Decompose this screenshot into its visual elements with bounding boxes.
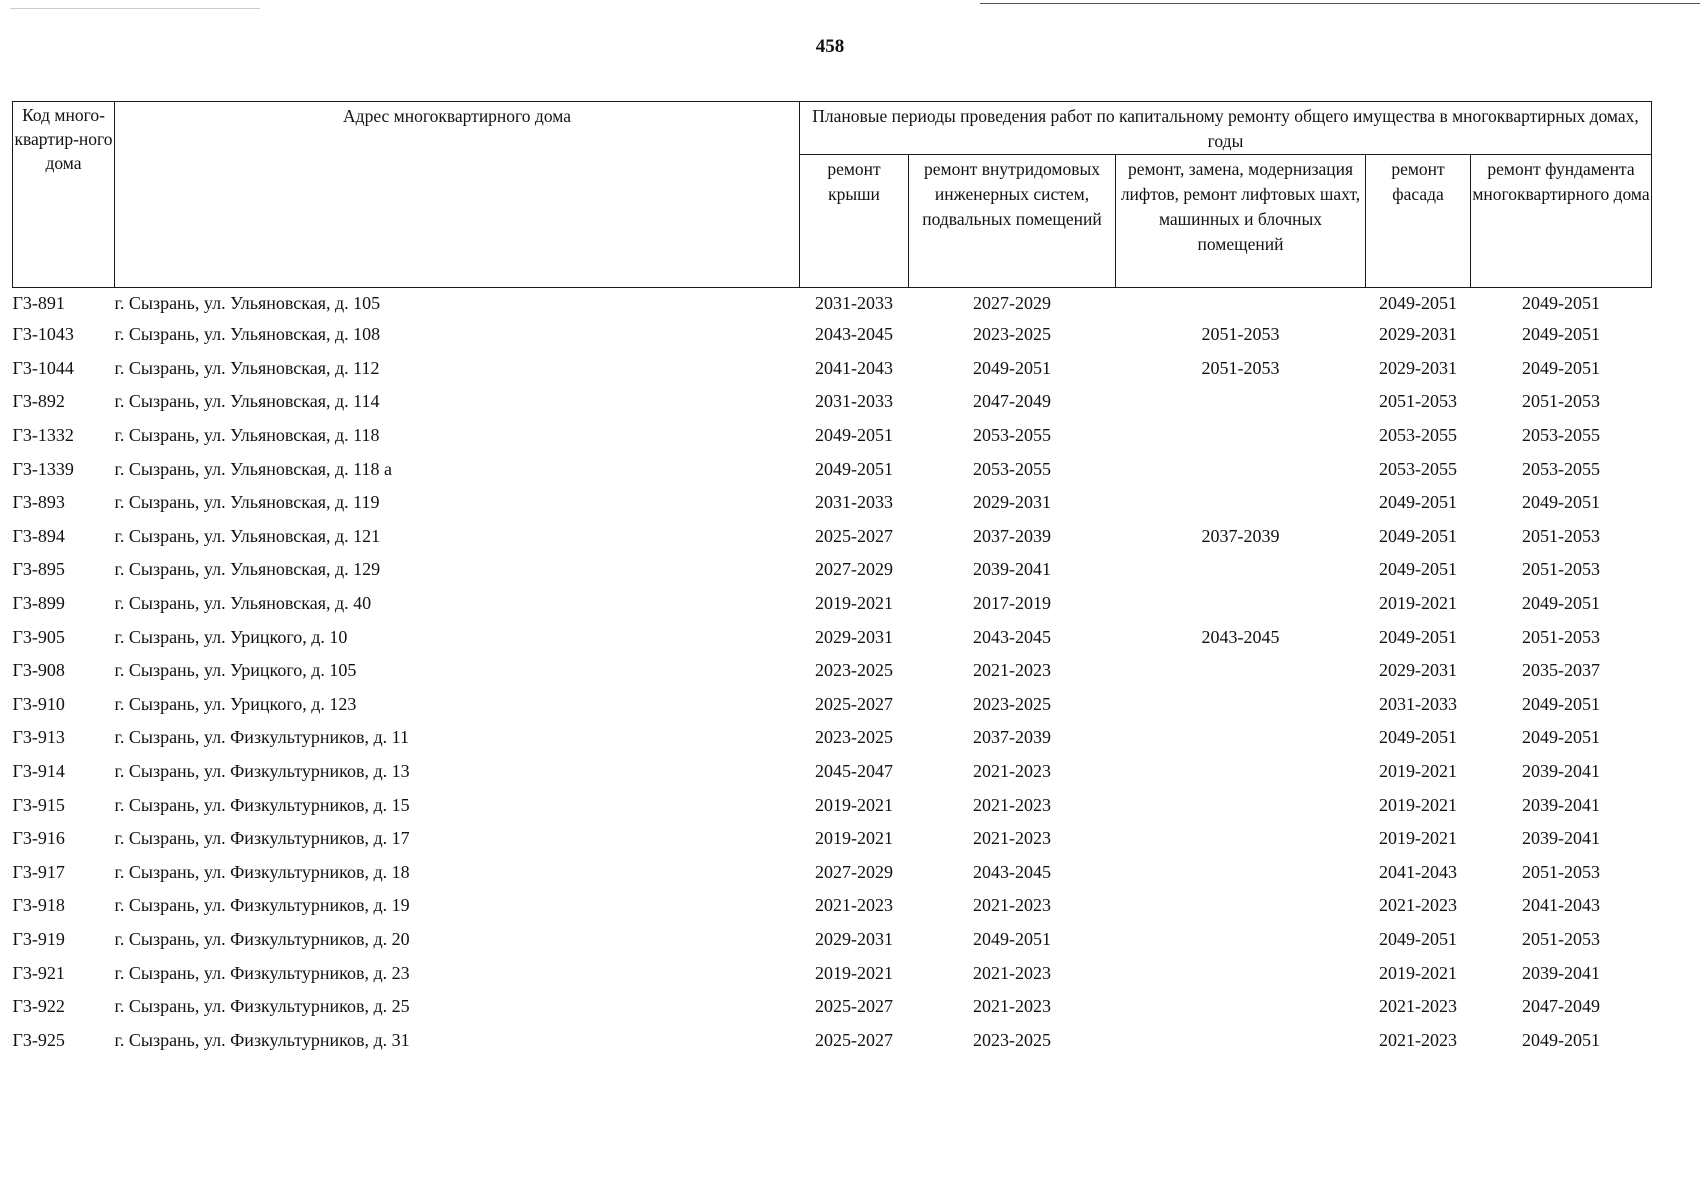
table-body bbox=[13, 288, 1652, 1058]
cell-foundation: 2049-2051 bbox=[1522, 492, 1600, 513]
cell-lifts bbox=[1116, 856, 1366, 890]
header-roof: ремонт крыши bbox=[800, 155, 909, 288]
cell-engineering: 2021-2023 bbox=[973, 895, 1051, 916]
cell-code: Г3-917 bbox=[12, 861, 65, 882]
cell-address: г. Сызрань, ул. Урицкого, д. 123 bbox=[114, 693, 357, 714]
table-row bbox=[13, 452, 1652, 486]
cell-foundation: 2035-2037 bbox=[1522, 660, 1600, 681]
table-row bbox=[13, 352, 1652, 386]
cell-lifts bbox=[1116, 486, 1366, 520]
table-row bbox=[13, 822, 1652, 856]
cell-lifts: 2051-2053 bbox=[1201, 324, 1280, 345]
cell-foundation: 2051-2053 bbox=[1522, 391, 1600, 412]
cell-lifts bbox=[1116, 990, 1366, 1024]
cell-facade: 2049-2051 bbox=[1379, 727, 1457, 748]
scan-artifact-line bbox=[10, 8, 260, 9]
cell-lifts bbox=[1116, 688, 1366, 722]
cell-engineering: 2037-2039 bbox=[973, 525, 1051, 546]
cell-foundation: 2051-2053 bbox=[1522, 559, 1600, 580]
cell-engineering: 2021-2023 bbox=[973, 962, 1051, 983]
cell-code: Г3-925 bbox=[12, 1029, 65, 1050]
cell-foundation: 2049-2051 bbox=[1522, 292, 1600, 313]
cell-roof: 2045-2047 bbox=[815, 761, 893, 782]
cell-roof: 2049-2051 bbox=[815, 425, 893, 446]
cell-address: г. Сызрань, ул. Ульяновская, д. 118 bbox=[114, 425, 380, 446]
header-engineering: ремонт внутридомовых инженерных систем, подвальных помещений bbox=[909, 155, 1116, 288]
cell-facade: 2031-2033 bbox=[1379, 693, 1457, 714]
cell-lifts bbox=[1116, 587, 1366, 621]
page-number: 458 bbox=[815, 36, 845, 57]
cell-code: Г3-1044 bbox=[12, 357, 74, 378]
cell-lifts bbox=[1116, 654, 1366, 688]
cell-engineering: 2053-2055 bbox=[973, 425, 1051, 446]
cell-foundation: 2051-2053 bbox=[1522, 626, 1600, 647]
cell-roof: 2025-2027 bbox=[815, 525, 893, 546]
cell-facade: 2029-2031 bbox=[1379, 357, 1457, 378]
cell-roof: 2019-2021 bbox=[815, 828, 893, 849]
cell-lifts bbox=[1116, 452, 1366, 486]
cell-foundation: 2053-2055 bbox=[1522, 425, 1600, 446]
cell-roof: 2043-2045 bbox=[815, 324, 893, 345]
cell-foundation: 2051-2053 bbox=[1522, 861, 1600, 882]
cell-facade: 2041-2043 bbox=[1379, 861, 1457, 882]
cell-code: Г3-899 bbox=[12, 593, 65, 614]
cell-engineering: 2047-2049 bbox=[973, 391, 1051, 412]
cell-foundation: 2039-2041 bbox=[1522, 761, 1600, 782]
cell-roof: 2031-2033 bbox=[815, 391, 893, 412]
cell-facade: 2049-2051 bbox=[1379, 492, 1457, 513]
cell-address: г. Сызрань, ул. Физкультурников, д. 23 bbox=[114, 962, 410, 983]
table-row bbox=[13, 654, 1652, 688]
cell-lifts bbox=[1116, 1023, 1366, 1057]
header-periods-group: Плановые периоды проведения работ по капитальному ремонту общего имущества в многоквартирных домах, годы bbox=[800, 102, 1652, 155]
cell-engineering: 2053-2055 bbox=[973, 458, 1051, 479]
cell-facade: 2049-2051 bbox=[1379, 626, 1457, 647]
cell-code: Г3-1332 bbox=[12, 425, 74, 446]
table-row bbox=[13, 620, 1652, 654]
cell-code: Г3-913 bbox=[12, 727, 65, 748]
cell-lifts bbox=[1116, 889, 1366, 923]
cell-lifts: 2051-2053 bbox=[1201, 357, 1280, 378]
cell-code: Г3-1339 bbox=[12, 458, 74, 479]
table-row bbox=[13, 486, 1652, 520]
cell-facade: 2049-2051 bbox=[1379, 559, 1457, 580]
table-row bbox=[13, 788, 1652, 822]
cell-address: г. Сызрань, ул. Урицкого, д. 10 bbox=[114, 626, 348, 647]
cell-code: Г3-905 bbox=[12, 626, 65, 647]
cell-lifts bbox=[1116, 288, 1366, 319]
cell-facade: 2049-2051 bbox=[1379, 525, 1457, 546]
cell-foundation: 2049-2051 bbox=[1522, 727, 1600, 748]
cell-roof: 2049-2051 bbox=[815, 458, 893, 479]
table-row bbox=[13, 288, 1652, 319]
cell-roof: 2025-2027 bbox=[815, 1029, 893, 1050]
table-row bbox=[13, 889, 1652, 923]
cell-foundation: 2049-2051 bbox=[1522, 1029, 1600, 1050]
scan-artifact-line bbox=[980, 3, 1700, 4]
table-row bbox=[13, 587, 1652, 621]
cell-engineering: 2021-2023 bbox=[973, 660, 1051, 681]
cell-engineering: 2017-2019 bbox=[973, 593, 1051, 614]
cell-address: г. Сызрань, ул. Урицкого, д. 105 bbox=[114, 660, 357, 681]
cell-address: г. Сызрань, ул. Физкультурников, д. 19 bbox=[114, 895, 410, 916]
cell-code: Г3-922 bbox=[12, 996, 65, 1017]
cell-facade: 2019-2021 bbox=[1379, 593, 1457, 614]
cell-facade: 2053-2055 bbox=[1379, 425, 1457, 446]
cell-engineering: 2023-2025 bbox=[973, 693, 1051, 714]
cell-engineering: 2021-2023 bbox=[973, 996, 1051, 1017]
cell-roof: 2041-2043 bbox=[815, 357, 893, 378]
cell-address: г. Сызрань, ул. Физкультурников, д. 31 bbox=[114, 1029, 410, 1050]
header-code: Код много-квартир-ного дома bbox=[13, 102, 115, 288]
table-row bbox=[13, 721, 1652, 755]
cell-foundation: 2049-2051 bbox=[1522, 693, 1600, 714]
cell-lifts bbox=[1116, 956, 1366, 990]
cell-code: Г3-914 bbox=[12, 761, 65, 782]
cell-engineering: 2027-2029 bbox=[973, 292, 1051, 313]
cell-address: г. Сызрань, ул. Физкультурников, д. 13 bbox=[114, 761, 410, 782]
cell-address: г. Сызрань, ул. Ульяновская, д. 121 bbox=[114, 525, 381, 546]
cell-foundation: 2039-2041 bbox=[1522, 828, 1600, 849]
cell-code: Г3-892 bbox=[12, 391, 65, 412]
cell-roof: 2031-2033 bbox=[815, 292, 893, 313]
cell-lifts bbox=[1116, 788, 1366, 822]
cell-facade: 2051-2053 bbox=[1379, 391, 1457, 412]
cell-roof: 2019-2021 bbox=[815, 593, 893, 614]
header-facade: ремонт фасада bbox=[1366, 155, 1471, 288]
cell-code: Г3-915 bbox=[12, 794, 65, 815]
cell-facade: 2021-2023 bbox=[1379, 895, 1457, 916]
cell-engineering: 2029-2031 bbox=[973, 492, 1051, 513]
cell-code: Г3-891 bbox=[12, 292, 65, 313]
cell-roof: 2019-2021 bbox=[815, 794, 893, 815]
cell-lifts bbox=[1116, 755, 1366, 789]
cell-roof: 2027-2029 bbox=[815, 861, 893, 882]
cell-engineering: 2021-2023 bbox=[973, 794, 1051, 815]
cell-address: г. Сызрань, ул. Ульяновская, д. 112 bbox=[114, 357, 380, 378]
cell-engineering: 2049-2051 bbox=[973, 928, 1051, 949]
cell-facade: 2053-2055 bbox=[1379, 458, 1457, 479]
cell-engineering: 2039-2041 bbox=[973, 559, 1051, 580]
cell-facade: 2029-2031 bbox=[1379, 324, 1457, 345]
cell-foundation: 2051-2053 bbox=[1522, 525, 1600, 546]
cell-address: г. Сызрань, ул. Ульяновская, д. 114 bbox=[114, 391, 380, 412]
cell-facade: 2019-2021 bbox=[1379, 761, 1457, 782]
cell-roof: 2025-2027 bbox=[815, 996, 893, 1017]
cell-address: г. Сызрань, ул. Физкультурников, д. 20 bbox=[114, 928, 410, 949]
cell-address: г. Сызрань, ул. Ульяновская, д. 40 bbox=[114, 593, 372, 614]
table-row bbox=[13, 856, 1652, 890]
cell-roof: 2031-2033 bbox=[815, 492, 893, 513]
cell-foundation: 2039-2041 bbox=[1522, 794, 1600, 815]
cell-code: Г3-921 bbox=[12, 962, 65, 983]
cell-foundation: 2053-2055 bbox=[1522, 458, 1600, 479]
cell-roof: 2019-2021 bbox=[815, 962, 893, 983]
table-row bbox=[13, 755, 1652, 789]
table-row bbox=[13, 419, 1652, 453]
cell-foundation: 2049-2051 bbox=[1522, 357, 1600, 378]
cell-roof: 2023-2025 bbox=[815, 660, 893, 681]
cell-lifts bbox=[1116, 721, 1366, 755]
cell-lifts: 2043-2045 bbox=[1201, 626, 1280, 647]
cell-foundation: 2051-2053 bbox=[1522, 928, 1600, 949]
cell-foundation: 2049-2051 bbox=[1522, 593, 1600, 614]
header-lifts: ремонт, замена, модернизация лифтов, ремонт лифтовых шахт, машинных и блочных помещений bbox=[1116, 155, 1366, 288]
cell-code: Г3-919 bbox=[12, 928, 65, 949]
cell-facade: 2021-2023 bbox=[1379, 1029, 1457, 1050]
cell-engineering: 2043-2045 bbox=[973, 861, 1051, 882]
cell-foundation: 2041-2043 bbox=[1522, 895, 1600, 916]
cell-address: г. Сызрань, ул. Ульяновская, д. 118 а bbox=[114, 458, 393, 479]
cell-roof: 2029-2031 bbox=[815, 626, 893, 647]
cell-lifts bbox=[1116, 385, 1366, 419]
cell-address: г. Сызрань, ул. Физкультурников, д. 17 bbox=[114, 828, 410, 849]
cell-roof: 2025-2027 bbox=[815, 693, 893, 714]
cell-code: Г3-893 bbox=[12, 492, 65, 513]
cell-address: г. Сызрань, ул. Ульяновская, д. 105 bbox=[114, 292, 381, 313]
table-row bbox=[13, 318, 1652, 352]
cell-address: г. Сызрань, ул. Физкультурников, д. 15 bbox=[114, 794, 410, 815]
cell-facade: 2021-2023 bbox=[1379, 996, 1457, 1017]
cell-engineering: 2023-2025 bbox=[973, 324, 1051, 345]
cell-code: Г3-1043 bbox=[12, 324, 74, 345]
header-foundation: ремонт фундамента многоквартирного дома bbox=[1471, 155, 1652, 288]
cell-roof: 2027-2029 bbox=[815, 559, 893, 580]
cell-facade: 2049-2051 bbox=[1379, 292, 1457, 313]
cell-code: Г3-918 bbox=[12, 895, 65, 916]
table-row bbox=[13, 520, 1652, 554]
cell-lifts bbox=[1116, 923, 1366, 957]
cell-code: Г3-895 bbox=[12, 559, 65, 580]
cell-address: г. Сызрань, ул. Физкультурников, д. 11 bbox=[114, 727, 409, 748]
table-row bbox=[13, 1023, 1652, 1057]
cell-engineering: 2049-2051 bbox=[973, 357, 1051, 378]
cell-facade: 2019-2021 bbox=[1379, 962, 1457, 983]
cell-lifts bbox=[1116, 822, 1366, 856]
cell-address: г. Сызрань, ул. Ульяновская, д. 108 bbox=[114, 324, 381, 345]
cell-facade: 2019-2021 bbox=[1379, 794, 1457, 815]
table-row bbox=[13, 385, 1652, 419]
cell-facade: 2019-2021 bbox=[1379, 828, 1457, 849]
cell-roof: 2029-2031 bbox=[815, 928, 893, 949]
cell-address: г. Сызрань, ул. Ульяновская, д. 129 bbox=[114, 559, 381, 580]
capital-repair-schedule-table bbox=[12, 101, 1652, 1057]
table-row bbox=[13, 990, 1652, 1024]
header-address: Адрес многоквартирного дома bbox=[115, 102, 800, 288]
cell-code: Г3-910 bbox=[12, 693, 65, 714]
cell-lifts bbox=[1116, 419, 1366, 453]
cell-address: г. Сызрань, ул. Ульяновская, д. 119 bbox=[114, 492, 380, 513]
cell-facade: 2029-2031 bbox=[1379, 660, 1457, 681]
cell-address: г. Сызрань, ул. Физкультурников, д. 18 bbox=[114, 861, 410, 882]
cell-code: Г3-908 bbox=[12, 660, 65, 681]
cell-code: Г3-916 bbox=[12, 828, 65, 849]
cell-roof: 2023-2025 bbox=[815, 727, 893, 748]
cell-engineering: 2037-2039 bbox=[973, 727, 1051, 748]
table-row bbox=[13, 688, 1652, 722]
table-row bbox=[13, 956, 1652, 990]
cell-roof: 2021-2023 bbox=[815, 895, 893, 916]
cell-engineering: 2043-2045 bbox=[973, 626, 1051, 647]
cell-lifts: 2037-2039 bbox=[1201, 525, 1280, 546]
cell-engineering: 2021-2023 bbox=[973, 828, 1051, 849]
cell-foundation: 2047-2049 bbox=[1522, 996, 1600, 1017]
cell-lifts bbox=[1116, 553, 1366, 587]
cell-code: Г3-894 bbox=[12, 525, 65, 546]
table-header bbox=[13, 102, 1652, 288]
cell-foundation: 2039-2041 bbox=[1522, 962, 1600, 983]
cell-engineering: 2021-2023 bbox=[973, 761, 1051, 782]
table-row bbox=[13, 923, 1652, 957]
cell-address: г. Сызрань, ул. Физкультурников, д. 25 bbox=[114, 996, 410, 1017]
cell-engineering: 2023-2025 bbox=[973, 1029, 1051, 1050]
cell-foundation: 2049-2051 bbox=[1522, 324, 1600, 345]
cell-facade: 2049-2051 bbox=[1379, 928, 1457, 949]
table-row bbox=[13, 553, 1652, 587]
